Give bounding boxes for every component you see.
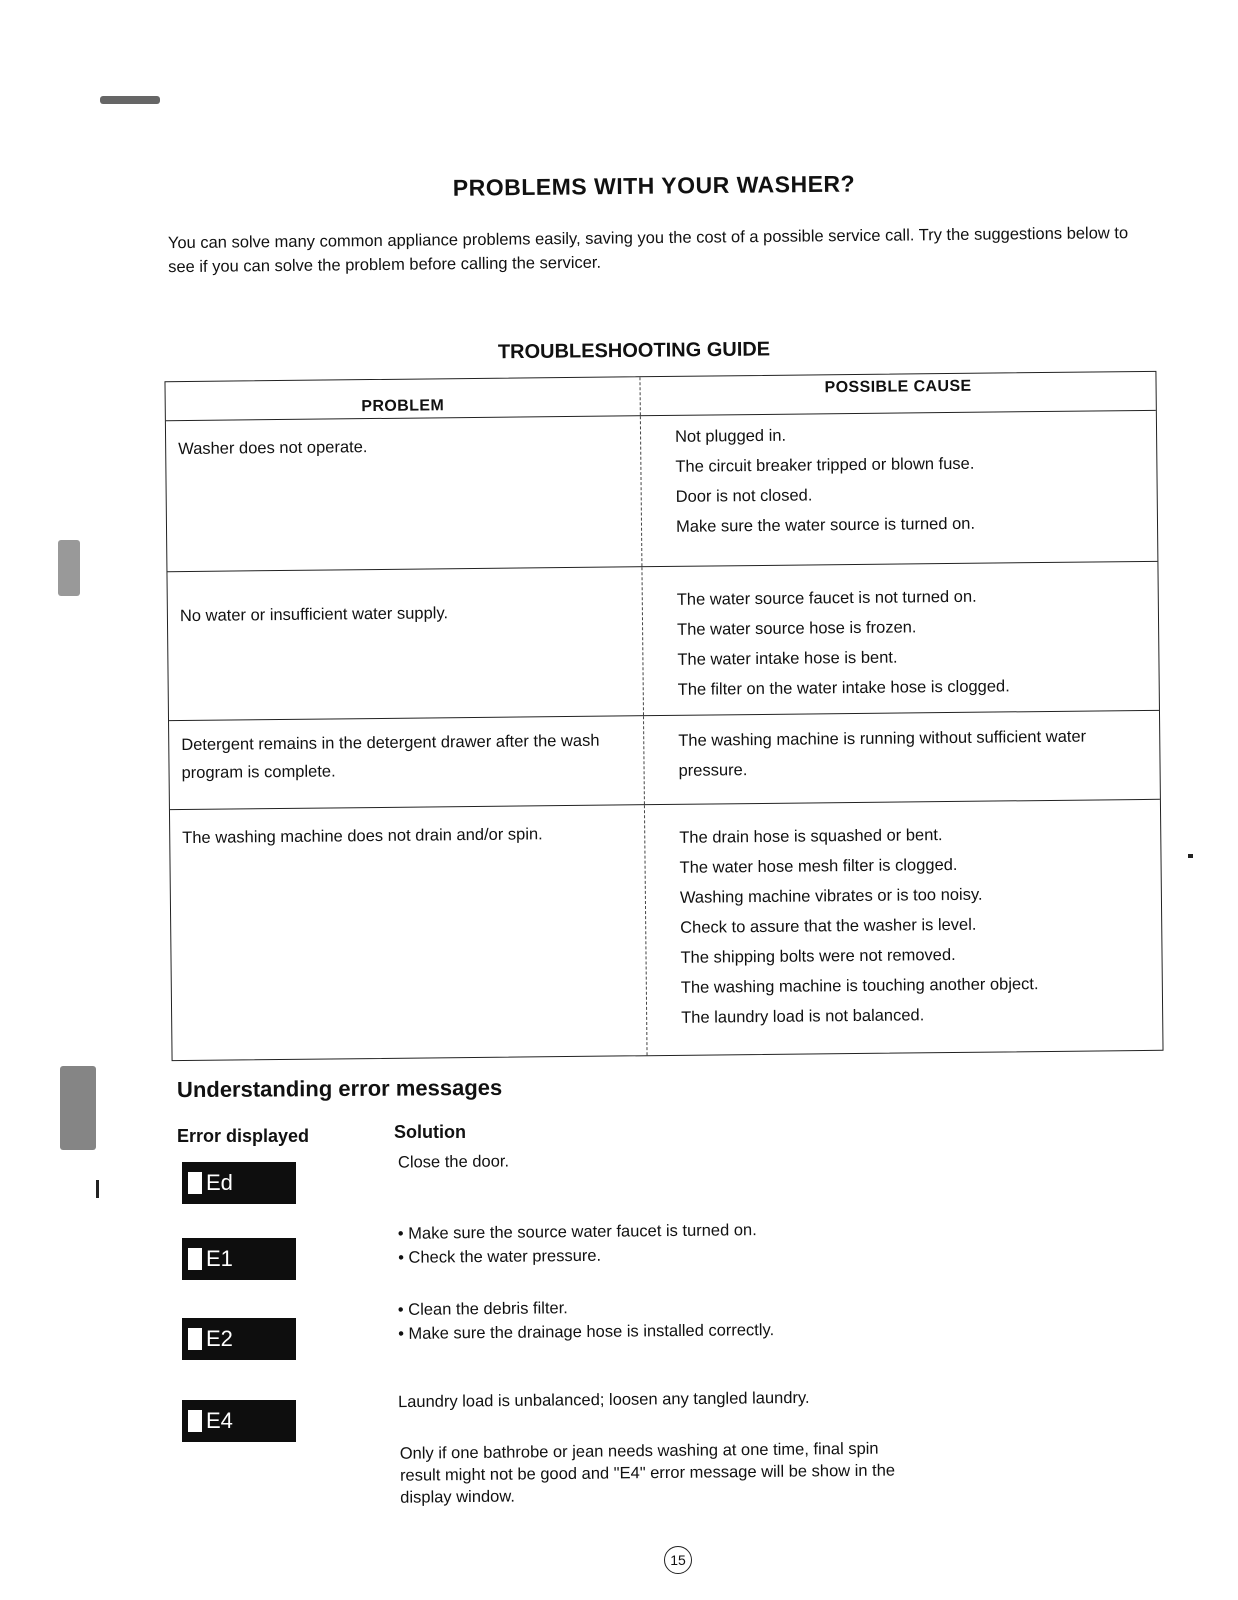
speck — [96, 1180, 99, 1198]
solution-line: Close the door. — [397, 1152, 510, 1172]
solution-line: • Clean the debris filter. — [397, 1299, 568, 1319]
problem-cell: Washer does not operate. — [178, 438, 368, 459]
scan-smudge — [100, 96, 160, 104]
cause-cell — [643, 711, 1160, 804]
error-code-badge — [182, 1238, 296, 1280]
cause-item: Door is not closed. — [675, 486, 813, 506]
error-solution — [398, 1149, 509, 1174]
guide-title: TROUBLESHOOTING GUIDE — [497, 338, 771, 364]
page-number: 15 — [664, 1546, 692, 1574]
solution-column-label: Solution — [394, 1122, 466, 1142]
cause-item: The water source faucet is not turned on. — [676, 587, 977, 609]
solution-line: • Make sure the source water faucet is turned on. — [397, 1221, 757, 1243]
troubleshooting-table — [164, 371, 1163, 1061]
cause-cell — [641, 562, 1159, 715]
table-row — [167, 562, 1159, 721]
error-solution — [398, 1386, 810, 1414]
error-column-label: Error displayed — [177, 1126, 310, 1146]
display-segment-icon — [188, 1328, 202, 1350]
cause-item: The circuit breaker tripped or blown fuse. — [675, 454, 975, 476]
cause-item: The water hose mesh filter is clogged. — [679, 855, 958, 877]
header-cause: POSSIBLE CAUSE — [639, 372, 1155, 415]
solution-line: Laundry load is unbalanced; loosen any tangled laundry. — [397, 1388, 810, 1412]
solution-line: • Make sure the drainage hose is installed correctly. — [398, 1321, 775, 1343]
error-section-title: Understanding error messages — [176, 1074, 503, 1103]
e4-note: Only if one bathrobe or jean needs washing at one time, final spin result might not be good and "E4" error message will be show in the display window. — [399, 1439, 896, 1507]
cause-item: The filter on the water intake hose is clogged. — [677, 677, 1010, 699]
scan-smudge — [60, 1066, 96, 1150]
display-segment-icon — [188, 1248, 202, 1270]
cause-item: The drain hose is squashed or bent. — [679, 826, 943, 847]
cause-cell — [640, 411, 1158, 566]
header-problem: PROBLEM — [361, 397, 445, 416]
error-solution — [398, 1218, 757, 1270]
error-code: E2 — [206, 1326, 233, 1351]
error-code: E4 — [206, 1408, 233, 1433]
error-solution — [398, 1294, 774, 1346]
cause-item: The laundry load is not balanced. — [681, 1006, 925, 1027]
error-code-badge — [182, 1400, 296, 1442]
error-code: Ed — [206, 1170, 233, 1195]
cause-item: The washing machine is touching another object. — [680, 975, 1039, 997]
cause-cell — [644, 800, 1163, 1055]
error-code-badge — [182, 1162, 296, 1204]
cause-item: The water source hose is frozen. — [677, 618, 917, 639]
cause-item: Make sure the water source is turned on. — [675, 514, 976, 536]
display-segment-icon — [188, 1172, 202, 1194]
scan-smudge — [58, 540, 80, 596]
display-segment-icon — [188, 1410, 202, 1432]
speck — [1188, 854, 1193, 858]
cause-item: Check to assure that the washer is level. — [680, 915, 977, 937]
table-row — [169, 711, 1160, 810]
cause-item: The water intake hose is bent. — [677, 648, 898, 669]
intro-paragraph: You can solve many common appliance problems easily, saving you the cost of a possible service call. Try the suggestions below to see if you can solve the problem before calling the servicer. — [167, 224, 1129, 277]
problem-cell: Detergent remains in the detergent drawer after the wash program is complete. — [181, 731, 600, 783]
table-row — [170, 800, 1163, 1060]
problem-cell: No water or insufficient water supply. — [179, 604, 449, 626]
problem-cell: The washing machine does not drain and/or spin. — [182, 825, 543, 848]
cause-item: Not plugged in. — [674, 426, 787, 446]
page-title: PROBLEMS WITH YOUR WASHER? — [452, 170, 856, 201]
solution-line: • Check the water pressure. — [398, 1246, 602, 1267]
cause-item: The washing machine is running without sufficient water pressure. — [678, 727, 1087, 780]
error-code-badge — [182, 1318, 296, 1360]
table-row — [166, 411, 1158, 572]
cause-item: Washing machine vibrates or is too noisy. — [679, 885, 983, 907]
cause-item: The shipping bolts were not removed. — [680, 945, 956, 967]
error-code: E1 — [206, 1246, 233, 1271]
